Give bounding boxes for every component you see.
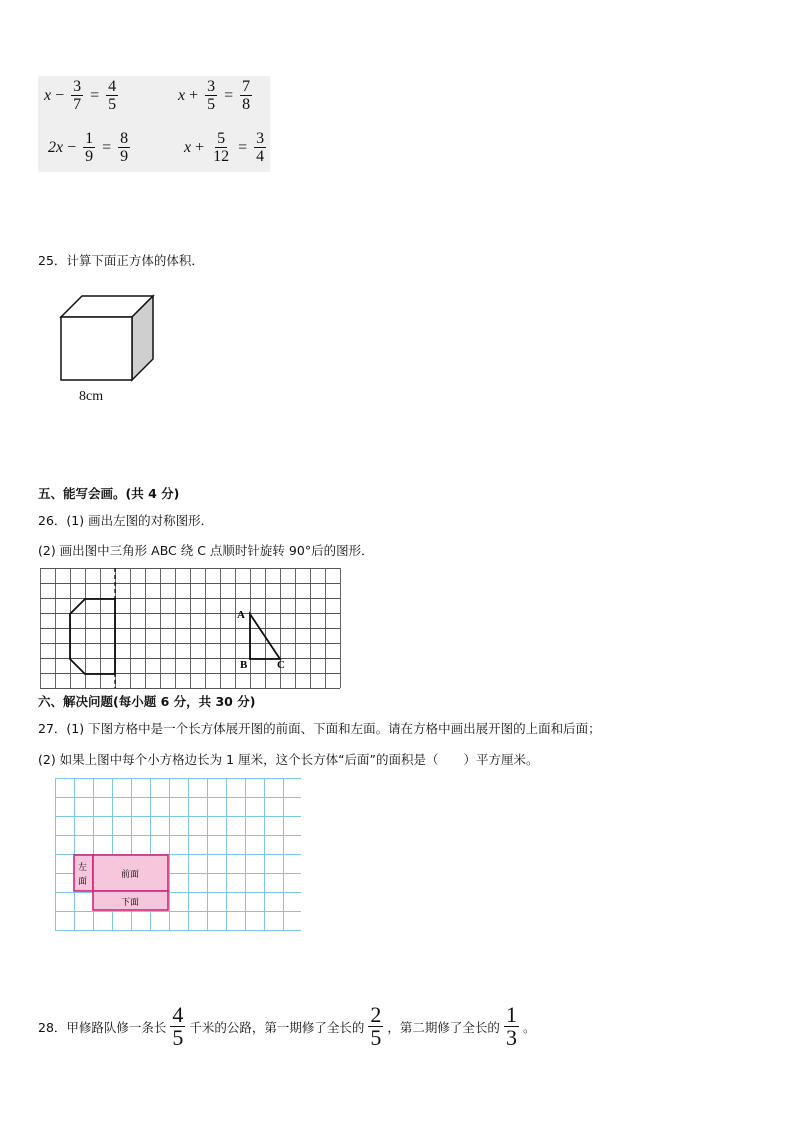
cube-figure [55,290,160,385]
q25-text: 25．计算下面正方体的体积． [38,253,204,268]
denominator: 9 [85,148,94,165]
eq-fraction [106,78,118,113]
numerator: 4 [172,1002,184,1027]
equation-1 [44,78,121,113]
numerator: 7 [242,78,251,95]
q27-grid-figure [55,778,301,931]
cube-edge-label: 8cm [79,389,104,404]
numerator: 3 [256,130,265,147]
denominator: 4 [256,148,265,165]
q28-prefix: 28．甲修路队修一条长 [38,1019,167,1035]
denominator: 8 [242,96,251,113]
eq-operator: + [195,138,205,156]
q28-length-fraction [170,1004,185,1049]
bottom-face-label: 下面 [121,898,140,908]
denominator: 3 [505,1025,517,1050]
denominator: 5 [172,1025,184,1050]
denominator: 5 [108,96,117,113]
denominator: 5 [207,96,216,113]
eq-fraction [83,130,95,165]
left-shape [70,599,115,674]
q26-grid-lines [40,568,341,689]
equation-4 [184,130,269,165]
front-face-label: 前面 [121,870,140,880]
q28-phase1-fraction [368,1004,383,1049]
eq-variable: 2x [48,138,64,156]
numerator: 3 [73,78,82,95]
eq-fraction [240,78,252,113]
label-c: C [277,659,285,671]
left-face-label-2: 面 [78,877,88,887]
eq-equals: = [238,138,248,156]
q28-suffix: 。 [522,1019,536,1035]
eq-variable: x [178,86,186,104]
eq-fraction [118,130,130,165]
q28-mid2: ，第二期修了全长的 [387,1019,500,1035]
eq-fraction [71,78,83,113]
numerator: 2 [370,1002,382,1027]
triangle-abc [250,614,280,659]
denominator: 7 [73,96,82,113]
label-a: A [237,609,245,621]
eq-operator: + [189,86,199,104]
eq-equals: = [90,86,100,104]
numerator: 3 [207,78,216,95]
q28-mid1: 千米的公路，第一期修了全长的 [189,1019,365,1035]
numerator: 4 [108,78,117,95]
equation-2 [178,78,255,113]
numerator: 1 [505,1002,517,1027]
numerator: 8 [120,130,129,147]
eq-variable: x [44,86,52,104]
eq-equals: = [102,138,112,156]
eq-variable: x [184,138,192,156]
eq-operator: − [55,86,65,104]
equation-3 [48,130,133,165]
denominator: 9 [120,148,129,165]
eq-operator: − [67,138,77,156]
q26-part2: (2) 画出图中三角形 ABC 绕 C 点顺时针旋转 90°后的图形． [38,543,374,558]
section6-heading: 六、解决问题(每小题 6 分，共 30 分) [38,694,256,709]
denominator: 5 [370,1025,382,1050]
cube-front-face [61,317,132,380]
section5-heading: 五、能写会画。(共 4 分) [38,486,180,501]
q27-part2: (2) 如果上图中每个小方格边长为 1 厘米，这个长方体“后面”的面积是（ ）平方厘米。 [38,752,539,767]
eq-fraction [211,130,231,165]
numerator: 1 [85,130,94,147]
eq-fraction [205,78,217,113]
q26-grid-figure [40,568,341,689]
denominator: 12 [213,148,230,165]
q28-phase2-fraction [504,1004,519,1049]
label-b: B [240,659,248,671]
eq-equals: = [224,86,234,104]
q27-part1: 27．(1) 下图方格中是一个长方体展开图的前面、下面和左面。请在方格中画出展开图的上面和后面； [38,721,601,736]
eq-fraction [254,130,266,165]
q26-part1: 26．(1) 画出左图的对称图形． [38,513,214,528]
left-face-label-1: 左 [78,863,88,873]
numerator: 5 [217,130,226,147]
q28-text [38,1004,535,1049]
